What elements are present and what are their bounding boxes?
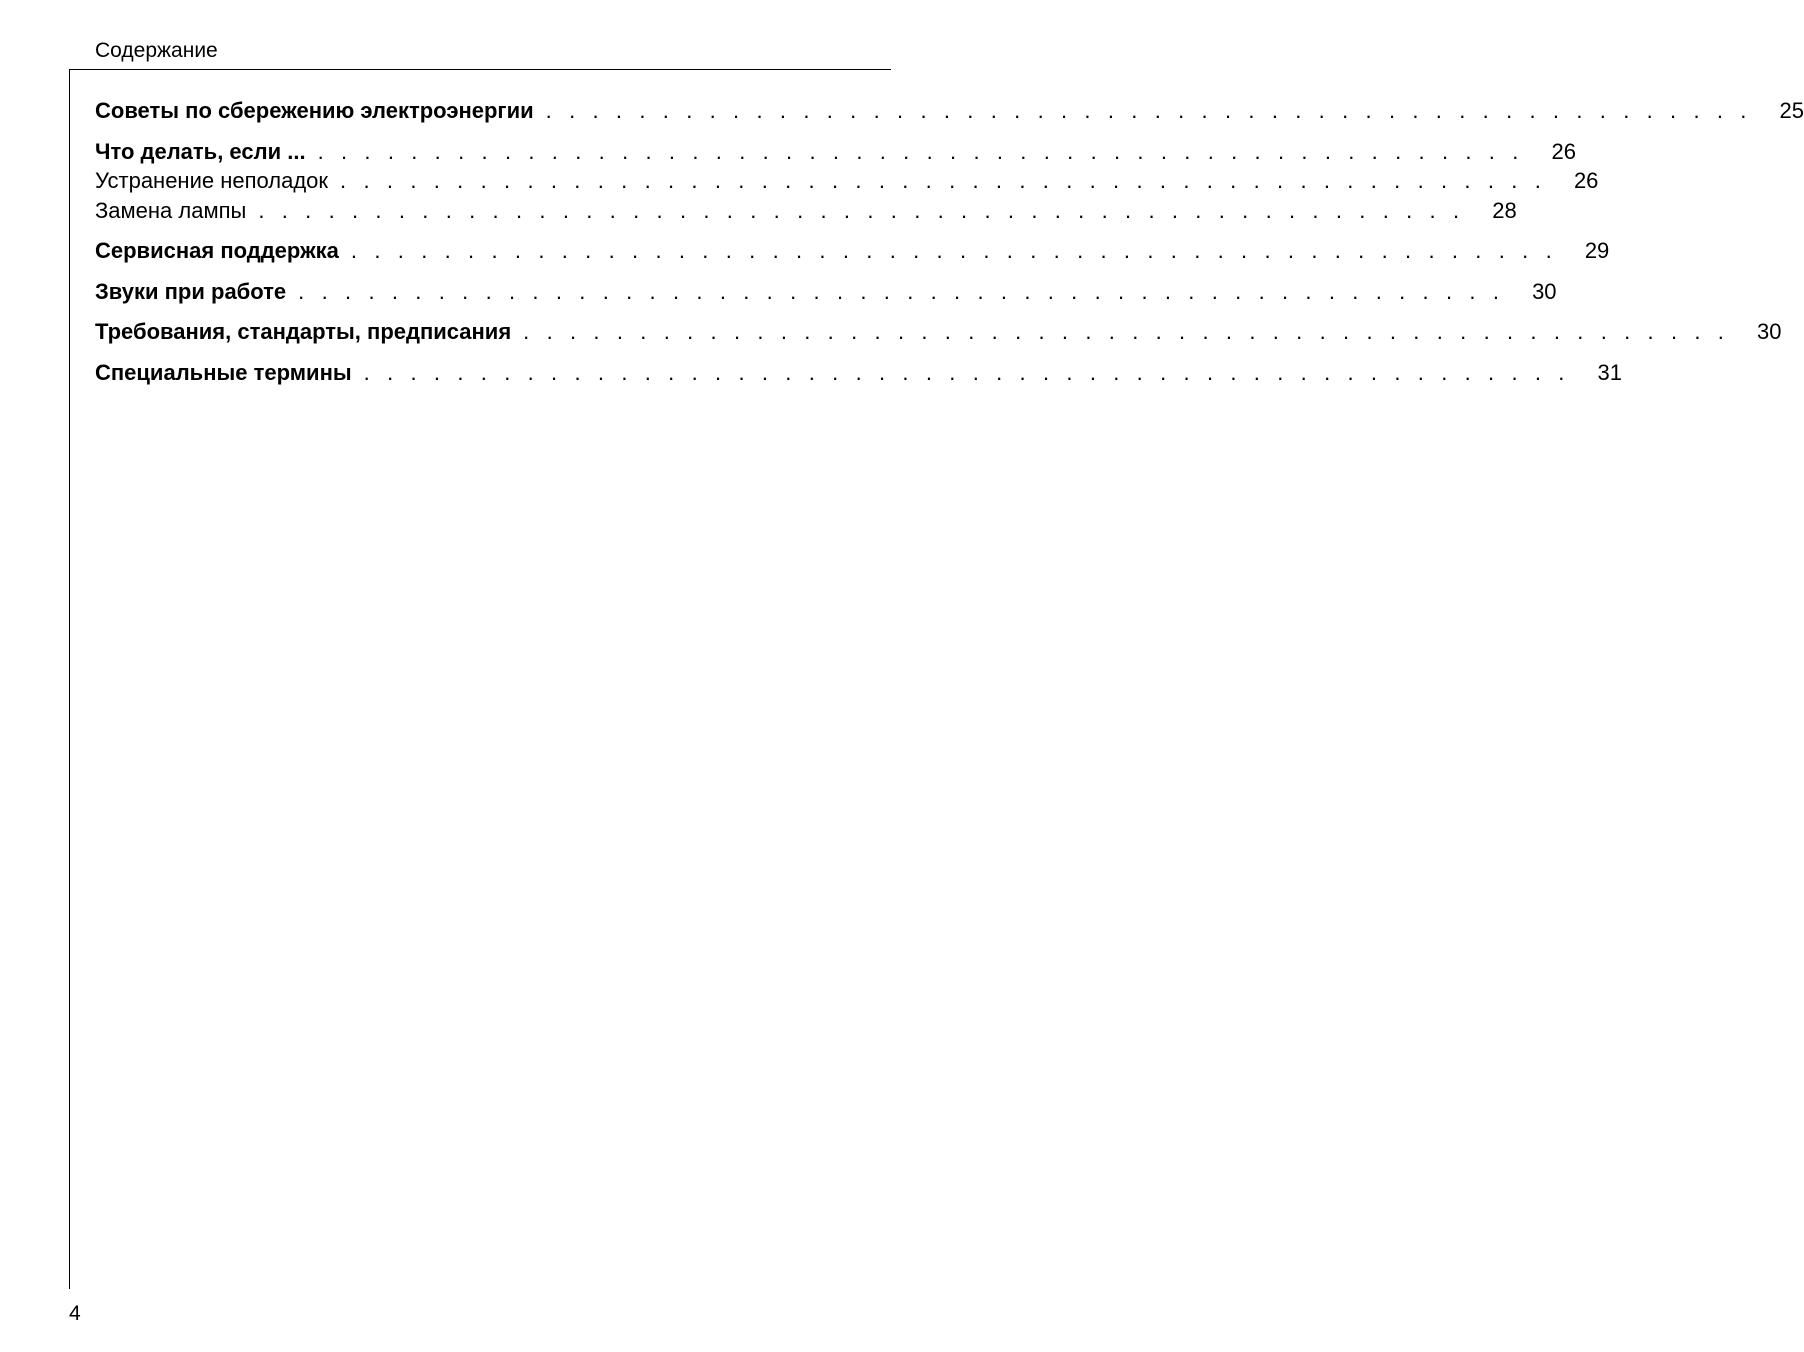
toc-entry-energy-saving[interactable]	[95, 96, 1804, 126]
toc-dot-leader: . . . . . . . . . . . . . . . . . . . . . . . . . . . . . . . . . . . . . . . . . . . . . . . . . . . .	[523, 319, 1730, 344]
toc-entry-page: 30	[1757, 319, 1782, 344]
toc-entry-title: Требования, стандарты, предписания	[95, 319, 512, 344]
toc-entry-page: 30	[1532, 278, 1557, 304]
toc-entry-title: Специальные термины	[95, 359, 352, 385]
toc-entry-page: 28	[1492, 197, 1517, 223]
page-header-title: Содержание	[95, 39, 218, 62]
toc-entry-title: Сервисная поддержка	[95, 238, 339, 263]
toc-entry-title: Советы по сбережению электроэнергии	[95, 98, 534, 123]
toc-entry-requirements[interactable]	[95, 317, 1782, 347]
toc-entry-what-to-do[interactable]	[95, 137, 1576, 167]
page-number: 4	[69, 1302, 81, 1325]
toc-entry-troubleshooting[interactable]	[95, 166, 1599, 196]
header-rule	[69, 69, 891, 70]
toc-dot-leader: . . . . . . . . . . . . . . . . . . . . . . . . . . . . . . . . . . . . . . . . . . . . . . . . . . . .	[363, 359, 1571, 385]
toc-entry-title: Устранение неполадок	[95, 168, 329, 193]
toc-entry-page: 26	[1551, 138, 1576, 164]
toc-entry-page: 29	[1584, 238, 1610, 263]
toc-entry-operating-sounds[interactable]	[95, 277, 1557, 307]
toc-dot-leader: . . . . . . . . . . . . . . . . . . . . . . . . . . . . . . . . . . . . . . . . . . . . . . . . . . . .	[545, 98, 1753, 123]
table-of-contents	[95, 96, 1804, 387]
toc-entry-lamp-replacement[interactable]	[95, 196, 1517, 226]
toc-dot-leader: . . . . . . . . . . . . . . . . . . . . . . . . . . . . . . . . . . . . . . . . . . . . . . . . . . . .	[317, 138, 1524, 164]
toc-dot-leader: . . . . . . . . . . . . . . . . . . . . . . . . . . . . . . . . . . . . . . . . . . . . . . . . . . . .	[298, 278, 1505, 304]
toc-entry-title: Замена лампы	[95, 197, 247, 223]
toc-entry-page: 26	[1573, 168, 1599, 193]
toc-entry-service-support[interactable]	[95, 236, 1610, 266]
side-rule	[69, 69, 70, 1289]
toc-entry-title: Что делать, если ...	[95, 138, 306, 164]
toc-dot-leader: . . . . . . . . . . . . . . . . . . . . . . . . . . . . . . . . . . . . . . . . . . . . . . . . . . . .	[258, 197, 1465, 223]
toc-entry-page: 31	[1597, 359, 1623, 385]
toc-entry-special-terms[interactable]	[95, 358, 1623, 388]
toc-entry-page: 25	[1779, 98, 1804, 123]
toc-dot-leader: . . . . . . . . . . . . . . . . . . . . . . . . . . . . . . . . . . . . . . . . . . . . . . . . . . . .	[350, 238, 1558, 263]
toc-entry-title: Звуки при работе	[95, 278, 287, 304]
toc-dot-leader: . . . . . . . . . . . . . . . . . . . . . . . . . . . . . . . . . . . . . . . . . . . . . . . . . . . .	[340, 168, 1547, 193]
